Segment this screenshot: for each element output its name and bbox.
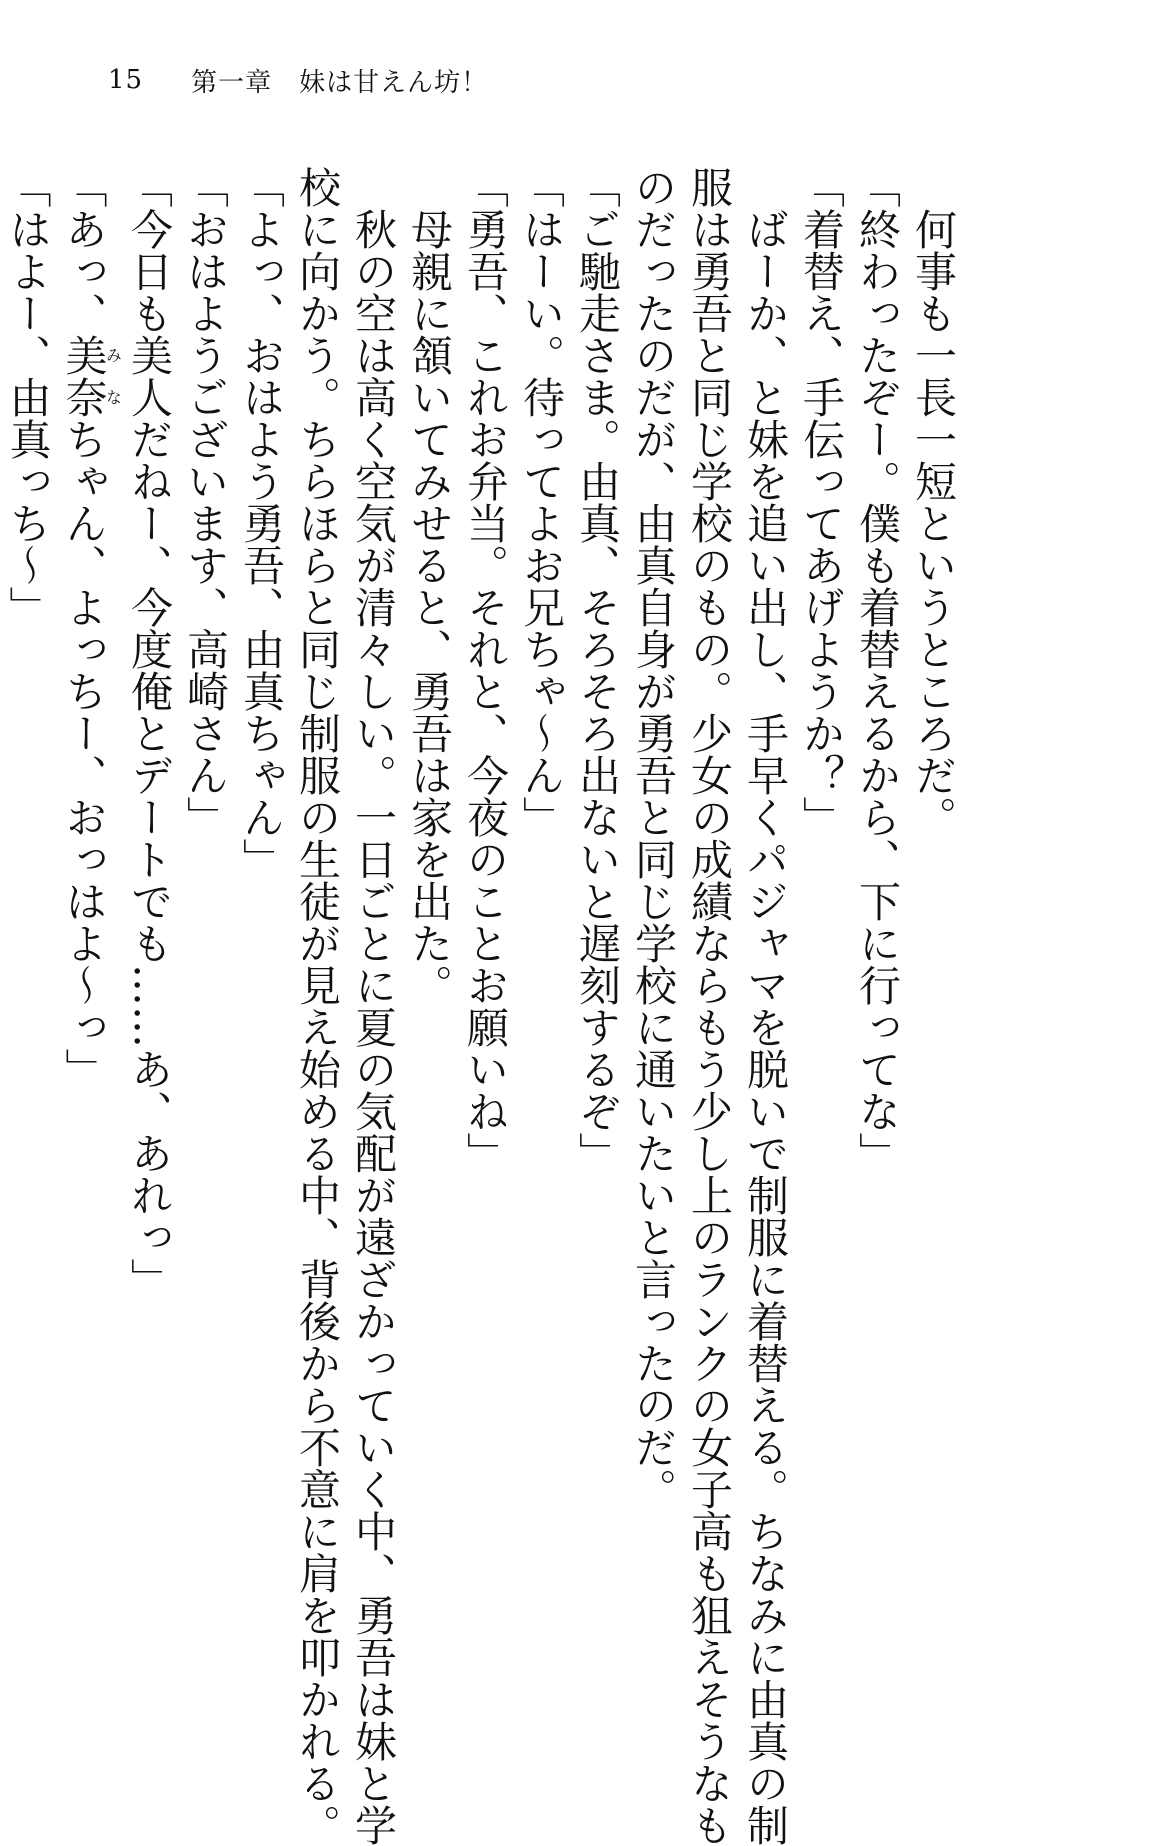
text-line: 「着替え、手伝ってあげようか？」 (797, 166, 846, 838)
ruby-annotation: 美奈みな (59, 334, 123, 418)
text-line: 「あっ、美奈みなちゃん、よっちー、おっはよ〜っ」 (59, 166, 123, 1090)
text-line: 「おはようございます、高崎さん」 (181, 166, 230, 838)
text-line: 「終わったぞー。僕も着替えるから、下に行ってな」 (853, 166, 902, 1174)
text-line: 何事も一長一短というところだ。 (909, 208, 958, 838)
text-line: ばーか、と妹を追い出し、手早くパジャマを脱いで制服に着替える。ちなみに由真の制 (741, 208, 790, 1846)
page-number: 15 (108, 65, 144, 95)
text-line: 「よっ、おはよう勇吾、由真ちゃん」 (237, 166, 286, 880)
running-title: 第一章 妹は甘えん坊！ (191, 67, 489, 98)
text-line: 秋の空は高く空気が清々しい。一日ごとに夏の気配が遠ざかっていく中、勇吾は妹と学 (349, 208, 398, 1846)
text-line: 「勇吾、これお弁当。それと、今夜のことお願いね」 (461, 166, 510, 1174)
page-header (108, 60, 488, 100)
text-line: 母親に頷いてみせると、勇吾は家を出た。 (405, 208, 454, 1006)
text-line: 「はよー、由真っち〜」 (3, 166, 53, 628)
text-line: 校に向かう。ちらほらと同じ制服の生徒が見え始める中、背後から不意に肩を叩かれる。 (293, 166, 342, 1846)
vertical-body-text (0, 166, 961, 1846)
text-line: 「はーい。待ってよお兄ちゃ〜ん」 (517, 166, 566, 838)
text-line: 「ご馳走さま。由真、そろそろ出ないと遅刻するぞ」 (573, 166, 622, 1174)
text-line: 「今日も美人だねー、今度俺とデートでも……あ、あれっ」 (125, 166, 174, 1300)
text-line: 服は勇吾と同じ学校のもの。少女の成績ならもう少し上のランクの女子高も狙えそうなも (685, 166, 734, 1846)
text-line: のだったのだが、由真自身が勇吾と同じ学校に通いたいと言ったのだ。 (629, 166, 678, 1510)
